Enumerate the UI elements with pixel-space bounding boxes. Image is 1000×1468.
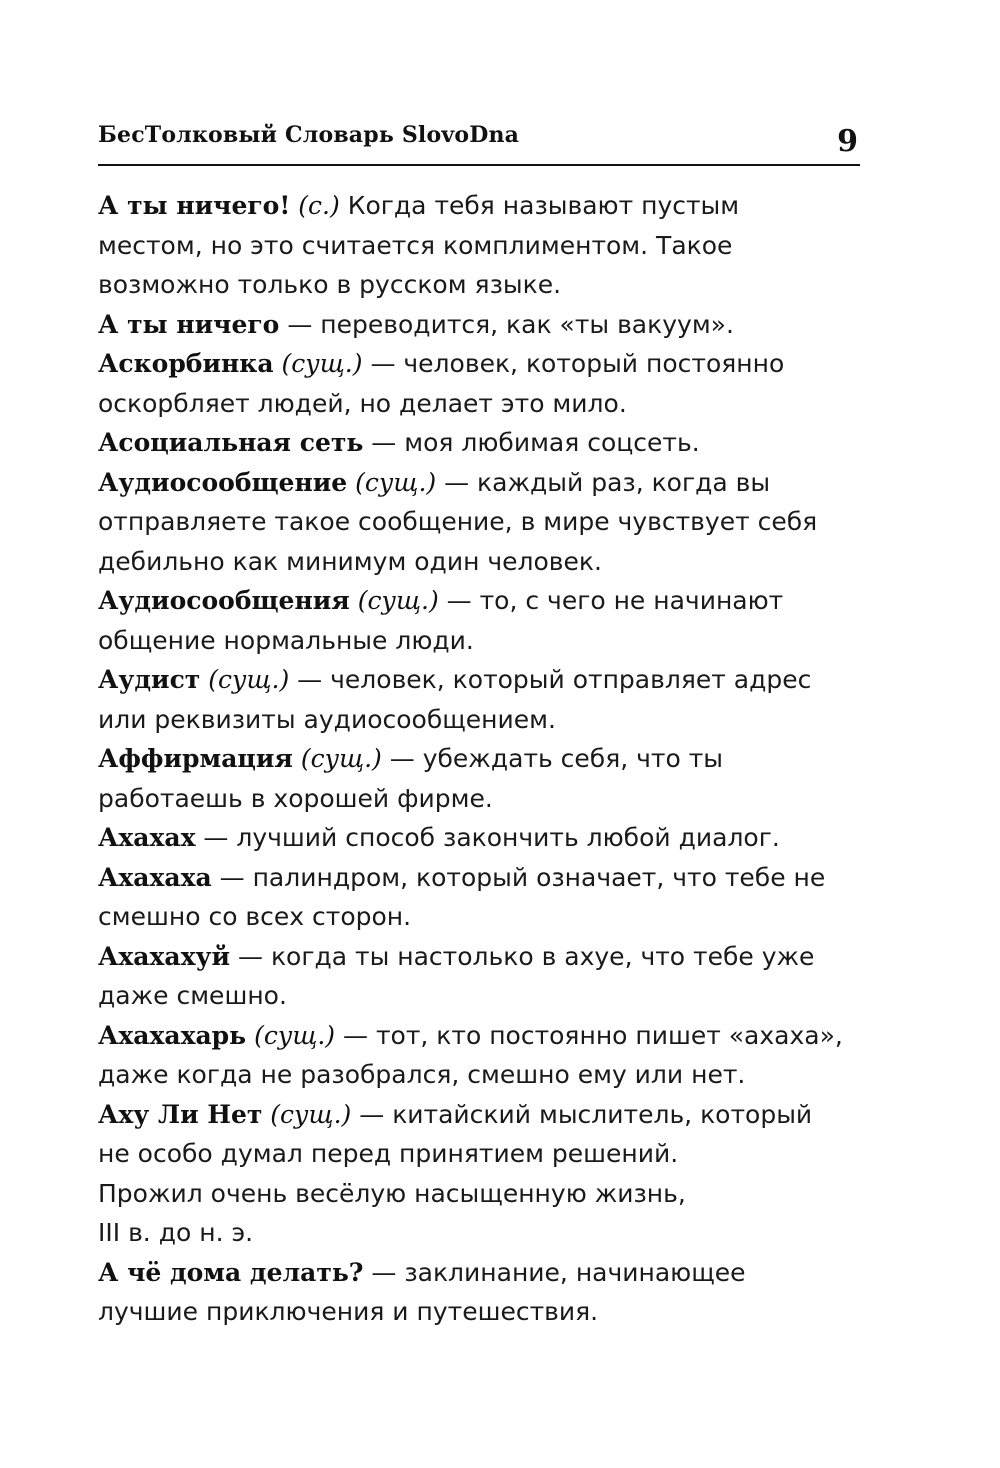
entry-term: Аудист	[98, 665, 201, 694]
entry-term: А чё дома делать?	[98, 1257, 364, 1287]
entry-definition-text: не особо думал перед принятием решений.	[98, 1139, 679, 1168]
entry-definition-text: человек, который постоянно	[403, 349, 785, 378]
entry-term: А ты ничего!	[98, 191, 291, 220]
entry-term: Ахахаха	[98, 862, 212, 892]
entry-definition-text: Когда тебя называют пустым	[347, 191, 740, 220]
dictionary-entry	[98, 423, 878, 463]
entry-part-of-speech: (сущ.)	[300, 744, 382, 773]
entry-part-of-speech: (сущ.)	[355, 467, 437, 497]
entry-definition-text: человек, который отправляет адрес	[330, 665, 812, 694]
entry-definition-text: лучший способ закончить любой диалог.	[236, 823, 780, 852]
dictionary-entry	[98, 186, 878, 305]
entry-part-of-speech: (сущ.)	[357, 586, 439, 615]
entry-term: Аудиосообщения	[98, 586, 350, 615]
entry-definition-text: III в. до н. э.	[98, 1218, 254, 1247]
dictionary-entries	[98, 186, 878, 1332]
entry-definition-text: когда ты настолько в ахуе, что тебе уже	[270, 941, 815, 971]
entry-line: Аудиосообщения (сущ.) — то, с чего не начинают	[98, 586, 784, 615]
entry-definition-text: даже смешно.	[98, 981, 287, 1010]
dictionary-entry	[98, 344, 878, 423]
entry-definition-text: лучшие приключения и путешествия.	[98, 1297, 599, 1326]
page-header	[98, 118, 860, 166]
entry-line	[98, 897, 878, 937]
dictionary-entry	[98, 858, 878, 937]
entry-line	[98, 186, 878, 226]
entry-definition-text: местом, но это считается комплиментом. Такое	[98, 230, 733, 260]
entry-definition-text: то, с чего не начинают	[479, 586, 784, 615]
page-number: 9	[837, 124, 858, 159]
entry-definition-text: оскорбляет людей, но делает это мило.	[98, 388, 627, 418]
entry-line: Аскорбинка (сущ.) — человек, который постоянно	[98, 349, 785, 378]
entry-line	[98, 700, 878, 740]
dictionary-entry	[98, 463, 878, 582]
dictionary-entry	[98, 739, 878, 818]
entry-line: А ты ничего — переводится, как «ты вакуум».	[98, 309, 734, 339]
entry-line: Аху Ли Нет (сущ.) — китайский мыслитель, который	[98, 1099, 813, 1129]
entry-definition-text: убеждать себя, что ты	[422, 744, 724, 773]
entry-term: Аху Ли Нет	[98, 1099, 263, 1129]
entry-line	[98, 1134, 878, 1174]
entry-term: А ты ничего	[98, 309, 280, 339]
entry-line: Ахахахарь (сущ.) — тот, кто постоянно пишет «ахаха»,	[98, 1020, 843, 1050]
entry-definition-text: дебильно как минимум один человек.	[98, 546, 602, 576]
dictionary-entry	[98, 818, 878, 858]
entry-line	[98, 976, 878, 1016]
entry-term: Аскорбинка	[98, 349, 274, 378]
entry-line: Аудист (сущ.) — человек, который отправляет адрес	[98, 665, 812, 694]
entry-part-of-speech: (сущ.)	[270, 1099, 352, 1129]
entry-line: Асоциальная сеть — моя любимая соцсеть.	[98, 428, 700, 457]
dictionary-entry	[98, 937, 878, 1016]
dictionary-entry	[98, 1253, 878, 1332]
entry-definition-text: заклинание, начинающее	[404, 1257, 746, 1287]
entry-line	[98, 1055, 878, 1095]
entry-definition-text: смешно со всех сторон.	[98, 902, 412, 931]
dictionary-entry	[98, 1095, 878, 1253]
entry-definition-text: возможно только в русском языке.	[98, 270, 562, 299]
entry-part-of-speech: (сущ.)	[254, 1020, 336, 1050]
entry-line: Ахахах — лучший способ закончить любой диалог.	[98, 823, 780, 852]
entry-definition-text: моя любимая соцсеть.	[404, 428, 700, 457]
dictionary-entry	[98, 305, 878, 345]
entry-term: Аффирмация	[98, 744, 293, 773]
entry-definition-text: Прожил очень весёлую насыщенную жизнь,	[98, 1178, 686, 1208]
entry-line	[98, 779, 878, 819]
entry-part-of-speech: (с.)	[298, 191, 340, 220]
entry-definition-text: каждый раз, когда вы	[477, 467, 771, 497]
entry-line: Аудиосообщение (сущ.) — каждый раз, когда вы	[98, 467, 771, 497]
entry-line: Аффирмация (сущ.) — убеждать себя, что ты	[98, 744, 724, 773]
entry-term: Асоциальная сеть	[98, 428, 364, 457]
entry-definition-text: переводится, как «ты вакуум».	[320, 309, 734, 339]
entry-line	[98, 542, 878, 582]
entry-line	[98, 502, 878, 542]
running-title: БесТолковый Словарь SlovoDna	[98, 122, 520, 148]
dictionary-entry	[98, 660, 878, 739]
entry-definition-text: тот, кто постоянно пишет «ахаха»,	[375, 1020, 843, 1050]
entry-line: Ахахахуй — когда ты настолько в ахуе, что тебе уже	[98, 941, 815, 971]
entry-line	[98, 1213, 878, 1253]
dictionary-entry	[98, 1016, 878, 1095]
entry-line	[98, 384, 878, 424]
entry-definition-text: общение нормальные люди.	[98, 625, 474, 655]
entry-definition-text: работаешь в хорошей фирме.	[98, 783, 493, 813]
entry-part-of-speech: (сущ.)	[208, 665, 290, 694]
entry-definition-text: отправляете такое сообщение, в мире чувствует себя	[98, 507, 818, 536]
entry-term: Аудиосообщение	[98, 467, 348, 497]
entry-line: Ахахаха — палиндром, который означает, что тебе не	[98, 862, 826, 892]
entry-part-of-speech: (сущ.)	[281, 349, 363, 378]
entry-line: А чё дома делать? — заклинание, начинающее	[98, 1257, 746, 1287]
entry-term: Ахахах	[98, 823, 196, 852]
dictionary-entry	[98, 581, 878, 660]
entry-definition-text: даже когда не разобрался, смешно ему или нет.	[98, 1060, 746, 1089]
entry-definition-text: или реквизиты аудиосообщением.	[98, 704, 556, 734]
entry-term: Ахахахарь	[98, 1020, 247, 1050]
entry-definition-text: палиндром, который означает, что тебе не	[252, 862, 826, 892]
entry-definition-text: китайский мыслитель, который	[392, 1099, 813, 1129]
entry-line	[98, 621, 878, 661]
entry-line	[98, 1174, 878, 1214]
entry-line	[98, 226, 878, 266]
entry-line	[98, 1292, 878, 1332]
entry-term: Ахахахуй	[98, 941, 231, 971]
entry-line	[98, 265, 878, 305]
